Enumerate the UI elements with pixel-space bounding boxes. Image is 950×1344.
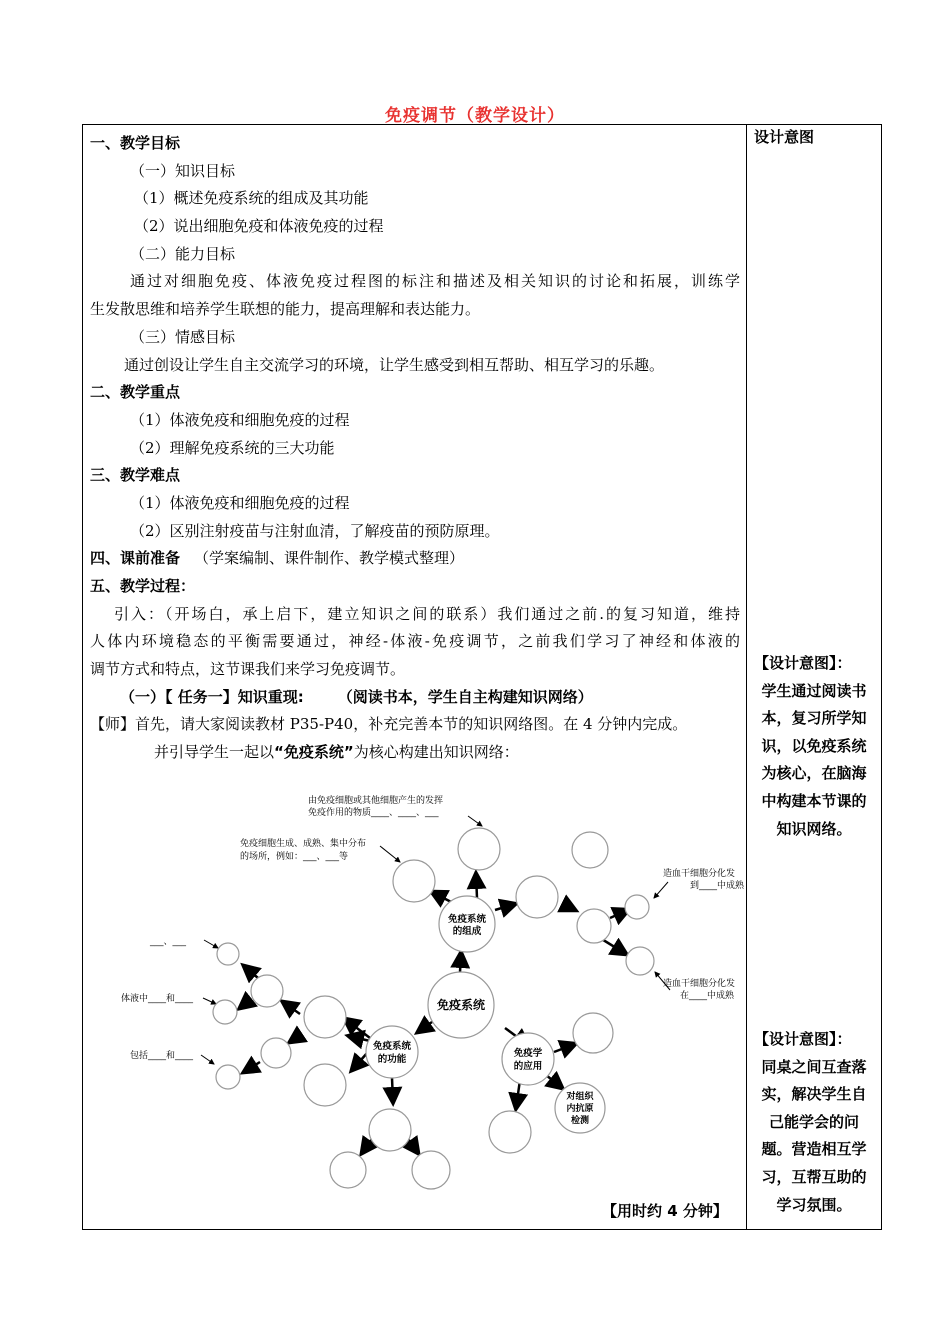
- diagram-node: [330, 1152, 366, 1188]
- design-note-line: 为核心，在脑海: [761, 764, 867, 783]
- list-item: （2）理解免疫系统的三大功能: [130, 438, 335, 457]
- guide-text: 为核心构建出知识网络：: [353, 743, 519, 762]
- subheading: （一）知识目标: [130, 161, 236, 180]
- design-note-line: 学生通过阅读书: [761, 681, 867, 700]
- diagram-note: 在____中成熟: [680, 991, 735, 1001]
- design-note-heading: 【设计意图】：: [754, 654, 852, 672]
- guide-keyword: “免疫系统”: [274, 743, 354, 762]
- paragraph-line: 调节方式和特点，这节课我们来学习免疫调节。: [90, 660, 406, 679]
- design-note-heading: 【设计意图】：: [754, 1030, 852, 1048]
- diagram-function-label: 的功能: [377, 1054, 407, 1065]
- prep-note: （学案编制、课件制作、教学模式整理）: [194, 549, 465, 568]
- diagram-detection-label: 对组织: [566, 1092, 594, 1102]
- diagram-note: 免疫细胞生成、成熟、集中分布: [240, 839, 367, 849]
- section-heading: 四、课前准备: [90, 549, 181, 568]
- diagram-node: [573, 1013, 613, 1053]
- design-note-line: 实，解决学生自: [761, 1085, 867, 1104]
- diagram-node: [217, 943, 239, 965]
- diagram-node: [412, 1151, 450, 1189]
- diagram-note: 体液中____和____: [121, 994, 194, 1004]
- time-note: 【用时约 4 分钟】: [602, 1202, 728, 1220]
- diagram-node: [261, 1038, 291, 1068]
- diagram-application-label: 的应用: [513, 1061, 543, 1072]
- design-note-2: [754, 1026, 874, 1219]
- design-note-line: 同桌之间互查落: [761, 1057, 867, 1076]
- diagram-node: [516, 876, 558, 918]
- diagram-node: [489, 1111, 531, 1153]
- diagram-function-label: 免疫系统: [372, 1041, 412, 1052]
- guide-text: 并引导学生一起以: [154, 743, 275, 762]
- design-note-line: 学习氛围。: [776, 1195, 852, 1214]
- design-note-line: 己能学会的问: [768, 1112, 859, 1131]
- diagram-node: [502, 1033, 554, 1085]
- diagram-detection-label: 检测: [570, 1116, 590, 1126]
- diagram-node: [251, 975, 283, 1007]
- diagram-application-label: 免疫学: [513, 1048, 543, 1059]
- diagram-node: [366, 1026, 418, 1078]
- design-note-line: 知识网络。: [776, 819, 852, 838]
- diagram-node: [626, 947, 654, 975]
- diagram-note: 的场所，例如：___、___等: [240, 852, 349, 862]
- diagram-node: [625, 895, 649, 919]
- list-item: （1）体液免疫和细胞免疫的过程: [130, 493, 350, 512]
- diagram-node: [216, 1065, 240, 1089]
- paragraph-line: 引入：（开场白，承上启下，建立知识之间的联系）我们通过之前.的复习知道，维持: [114, 604, 740, 623]
- paragraph-line: 通过创设让学生自主交流学习的环境，让学生感受到相互帮助、相互学习的乐趣。: [124, 355, 665, 374]
- section-heading: 三、教学难点: [90, 466, 181, 485]
- document-title: 免疫调节（教学设计）: [385, 106, 565, 126]
- diagram-node: [213, 1000, 237, 1024]
- main-content: [90, 130, 740, 767]
- diagram-center-label: 免疫系统: [436, 998, 486, 1012]
- paragraph-line: 生发散思维和培养学生联想的能力，提高理解和表达能力。: [90, 300, 481, 319]
- design-note-line: 中构建本节课的: [761, 791, 867, 810]
- diagram-note: 到____中成熟: [690, 881, 745, 891]
- design-note-line: 识，以免疫系统: [761, 736, 867, 755]
- subheading: （二）能力目标: [130, 244, 236, 263]
- sidebar-title: 设计意图: [754, 128, 815, 146]
- section-heading: 一、教学目标: [90, 134, 181, 152]
- design-note-line: 题。营造相互学: [761, 1140, 867, 1159]
- paragraph-line: 通过对细胞免疫、体液免疫过程图的标注和描述及相关知识的讨论和拓展，训练学: [130, 272, 740, 291]
- diagram-node: [369, 1109, 411, 1151]
- section-heading: 五、教学过程：: [90, 577, 196, 595]
- task-note: （阅读书本，学生自主构建知识网络）: [337, 687, 593, 706]
- section-heading: 二、教学重点: [90, 383, 181, 402]
- diagram-composition-label: 免疫系统: [447, 914, 487, 925]
- teacher-line: 【师】首先，请大家阅读教材 P35-P40，补充完善本节的知识网络图。在 4 分钟内完成。: [90, 715, 688, 734]
- list-item: （2）说出细胞免疫和体液免疫的过程: [134, 217, 384, 236]
- diagram-note: 免疫作用的物质____、____、___: [308, 808, 439, 818]
- list-item: （1）概述免疫系统的组成及其功能: [134, 189, 369, 208]
- diagram-node: [304, 996, 346, 1038]
- diagram-note: 造血干细胞分化发: [663, 869, 736, 879]
- subheading: （三）情感目标: [130, 327, 236, 346]
- diagram-detection-label: 内抗原: [566, 1104, 594, 1114]
- knowledge-network-diagram: [110, 780, 750, 1195]
- diagram-note: 由免疫细胞或其他细胞产生的发挥: [308, 796, 444, 806]
- diagram-note: 造血干细胞分化发: [663, 979, 736, 989]
- diagram-note: 包括____和____: [130, 1051, 194, 1061]
- diagram-composition-label: 的组成: [452, 926, 482, 937]
- design-note-line: 本，复习所学知: [761, 709, 867, 728]
- design-note-1: [754, 650, 874, 843]
- list-item: （2）区别注射疫苗与注射血清，了解疫苗的预防原理。: [130, 521, 500, 540]
- paragraph-line: 人体内环境稳态的平衡需要通过，神经-体液-免疫调节，之前我们学习了神经和体液的: [90, 632, 740, 651]
- diagram-node: [577, 909, 611, 943]
- task-title: （一）【 任务一】知识重现:: [120, 687, 304, 706]
- diagram-note: ___、___: [150, 937, 187, 947]
- diagram-node: [304, 1064, 346, 1106]
- diagram-node: [572, 832, 608, 868]
- list-item: （1）体液免疫和细胞免疫的过程: [130, 410, 350, 429]
- design-note-line: 习，互帮互助的: [761, 1167, 867, 1186]
- diagram-node: [393, 860, 435, 902]
- diagram-node: [458, 828, 500, 870]
